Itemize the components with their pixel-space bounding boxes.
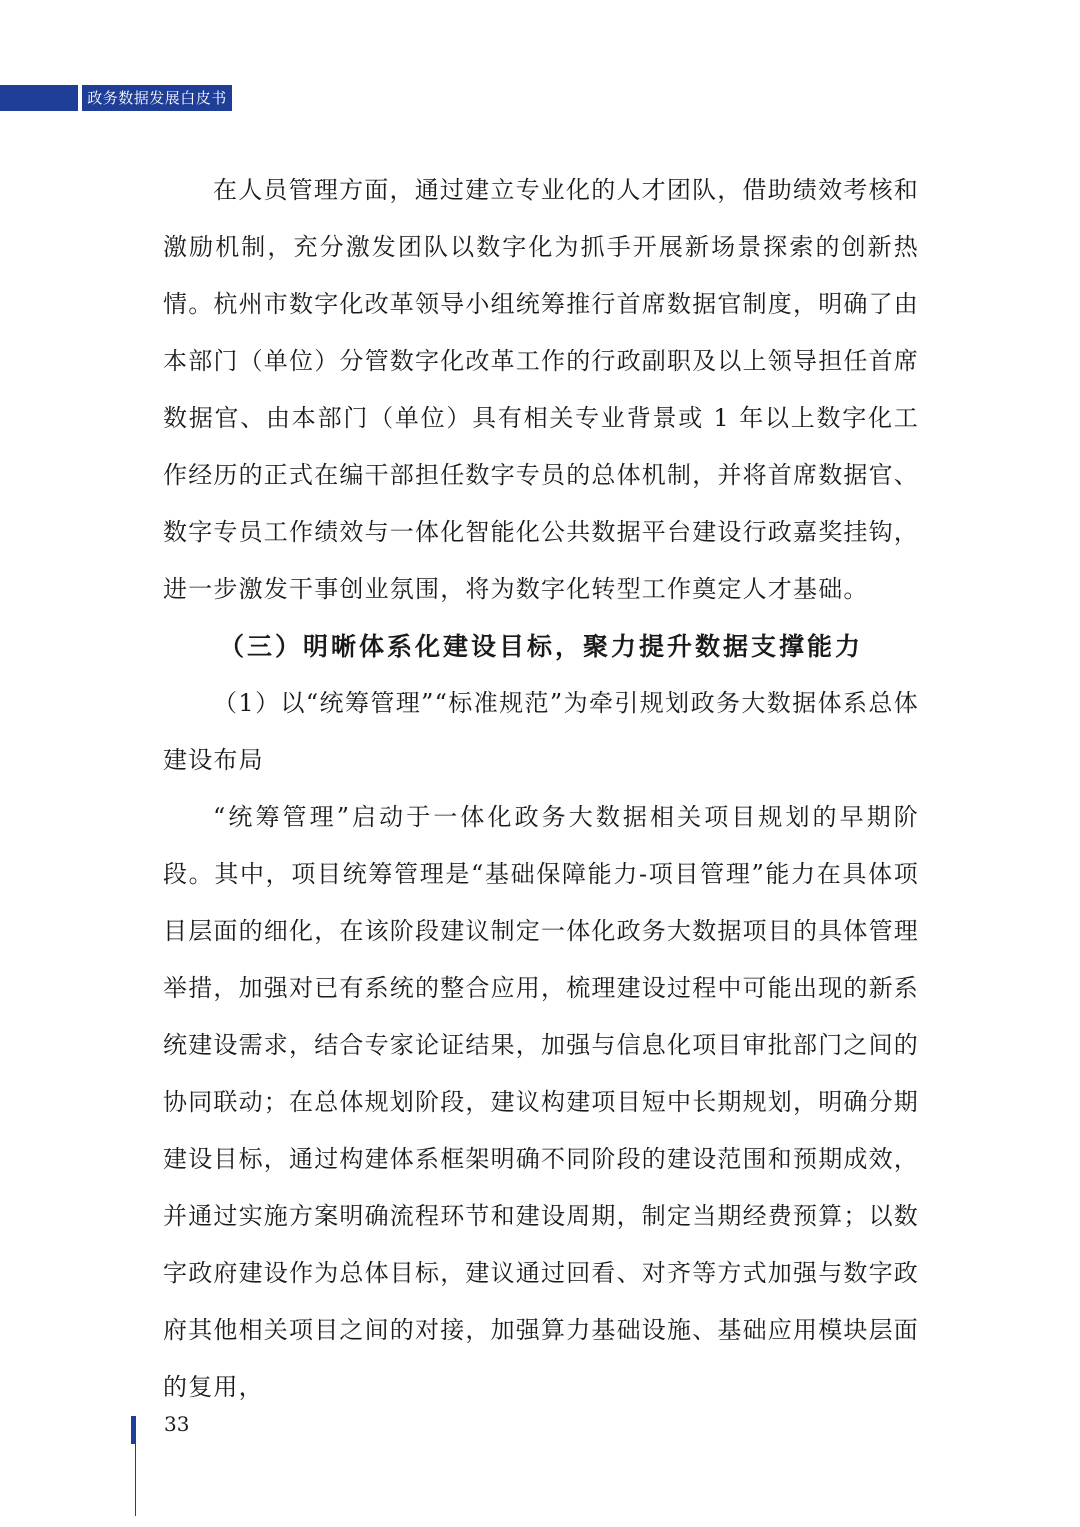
page-number-marker [131,1416,136,1444]
section-heading: （三）明晰体系化建设目标，聚力提升数据支撑能力 [218,632,863,661]
header-accent-block [0,85,78,111]
paragraph-personnel-management: 在人员管理方面，通过建立专业化的人才团队，借助绩效考核和激励机制，充分激发团队以数字化为抓手开展新场景探索的创新热情。杭州市数字化改革领导小组统筹推行首席数据官制度，明确了由本部门（单位）分管数字化改革工作的行政副职及以上领导担任首席数据官、由本部门（单位）具有相关专业背景或 1 年以上数字化工作经历的正式在编干部担任数字专员的总体机制，并将首席数据官、数字专员工作绩效与一体化智能化公共数据平台建设行政嘉奖挂钩，进一步激发干事创业氛围，将为数字化转型工作奠定人才基础。 [163,176,919,603]
header-bar [0,85,232,111]
page-content [163,162,919,1416]
subsection-heading: （1）以“统筹管理”“标准规范”为牵引规划政务大数据体系总体建设布局 [163,689,919,774]
paragraph-coordinated-management: “统筹管理”启动于一体化政务大数据相关项目规划的早期阶段。其中，项目统筹管理是“基础保障能力-项目管理”能力在具体项目层面的细化，在该阶段建议制定一体化政务大数据项目的具体管理举措，加强对已有系统的整合应用，梳理建设过程中可能出现的新系统建设需求，结合专家论证结果，加强与信息化项目审批部门之间的协同联动；在总体规划阶段，建议构建项目短中长期规划，明确分期建设目标，通过构建体系框架明确不同阶段的建设范围和预期成效，并通过实施方案明确流程环节和建设周期，制定当期经费预算；以数字政府建设作为总体目标，建议通过回看、对齐等方式加强与数字政府其他相关项目之间的对接，加强算力基础设施、基础应用模块层面的复用， [163,803,919,1401]
page-number-rule [135,1444,136,1516]
page-number: 33 [164,1412,190,1436]
document-title: 政务数据发展白皮书 [82,85,232,111]
